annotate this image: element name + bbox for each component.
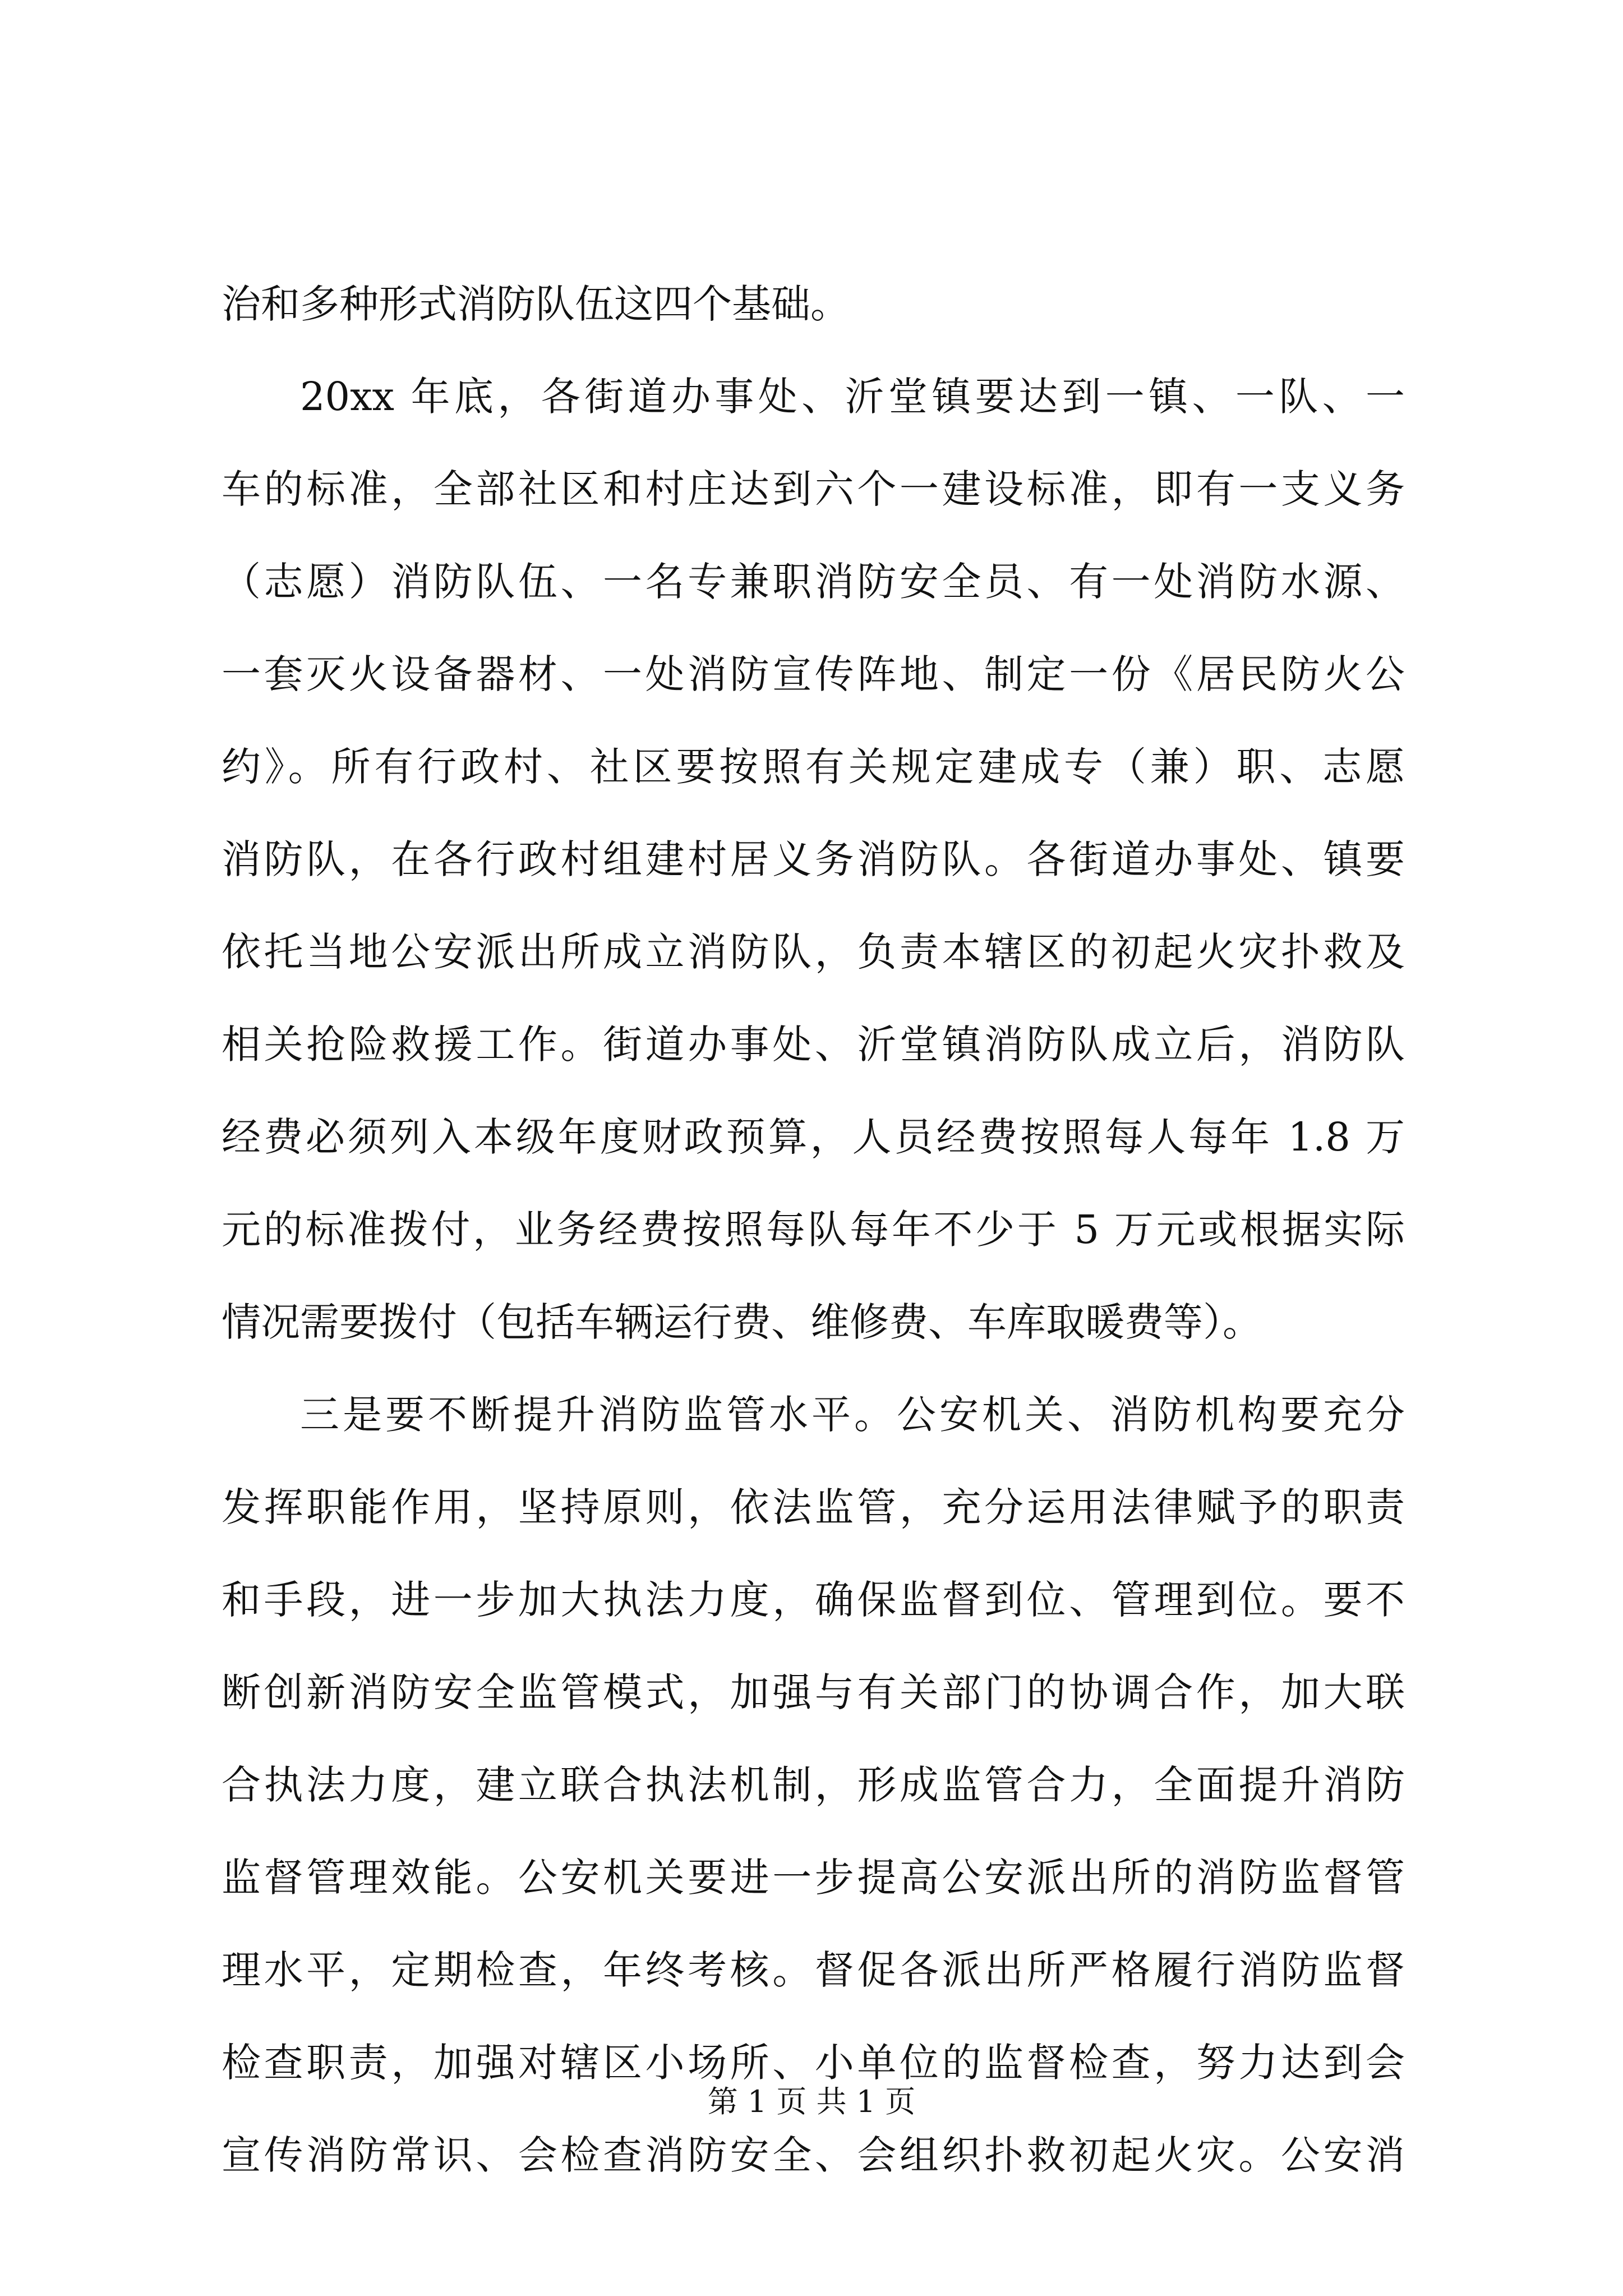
text-line: 20xx 年底，各街道办事处、沂堂镇要达到一镇、一队、一 <box>300 374 1405 420</box>
page-footer <box>0 2082 1623 2122</box>
text-line: 监督管理效能。公安机关要进一步提高公安派出所的消防监督管 <box>222 1855 1405 1901</box>
text-line: 断创新消防安全监管模式，加强与有关部门的协调合作，加大联 <box>222 1669 1405 1715</box>
text-line: 一套灭火设备器材、一处消防宣传阵地、制定一份《居民防火公 <box>222 651 1405 697</box>
text-line: 情况需要拨付（包括车辆运行费、维修费、车库取暖费等）。 <box>222 1299 1262 1345</box>
text-line: 消防队，在各行政村组建村居义务消防队。各街道办事处、镇要 <box>222 836 1405 882</box>
text-line: 依托当地公安派出所成立消防队，负责本辖区的初起火灾扑救及 <box>222 929 1405 975</box>
page-number: 第 1 页 共 1 页 <box>707 2084 916 2119</box>
text-line: 元的标准拨付，业务经费按照每队每年不少于 5 万元或根据实际 <box>222 1207 1405 1253</box>
text-line: 相关抢险救援工作。街道办事处、沂堂镇消防队成立后，消防队 <box>222 1022 1405 1068</box>
text-line: 三是要不断提升消防监管水平。公安机关、消防机构要充分 <box>300 1392 1405 1438</box>
text-line: （志愿）消防队伍、一名专兼职消防安全员、有一处消防水源、 <box>222 559 1405 605</box>
text-line: 治和多种形式消防队伍这四个基础。 <box>222 281 850 327</box>
text-line: 检查职责，加强对辖区小场所、小单位的监督检查，努力达到会 <box>222 2040 1405 2086</box>
text-line: 经费必须列入本级年度财政预算，人员经费按照每人每年 1.8 万 <box>222 1114 1405 1160</box>
document-body <box>222 258 1405 2202</box>
text-line: 理水平，定期检查，年终考核。督促各派出所严格履行消防监督 <box>222 1947 1405 1993</box>
text-line: 发挥职能作用，坚持原则，依法监管，充分运用法律赋予的职责 <box>222 1484 1405 1530</box>
text-line: 车的标准，全部社区和村庄达到六个一建设标准，即有一支义务 <box>222 466 1405 512</box>
text-line: 宣传消防常识、会检查消防安全、会组织扑救初起火灾。公安消 <box>222 2132 1405 2178</box>
text-line: 和手段，进一步加大执法力度，确保监督到位、管理到位。要不 <box>222 1577 1405 1623</box>
text-line: 约》。所有行政村、社区要按照有关规定建成专（兼）职、志愿 <box>222 744 1405 790</box>
text-line: 合执法力度，建立联合执法机制，形成监管合力，全面提升消防 <box>222 1762 1405 1808</box>
